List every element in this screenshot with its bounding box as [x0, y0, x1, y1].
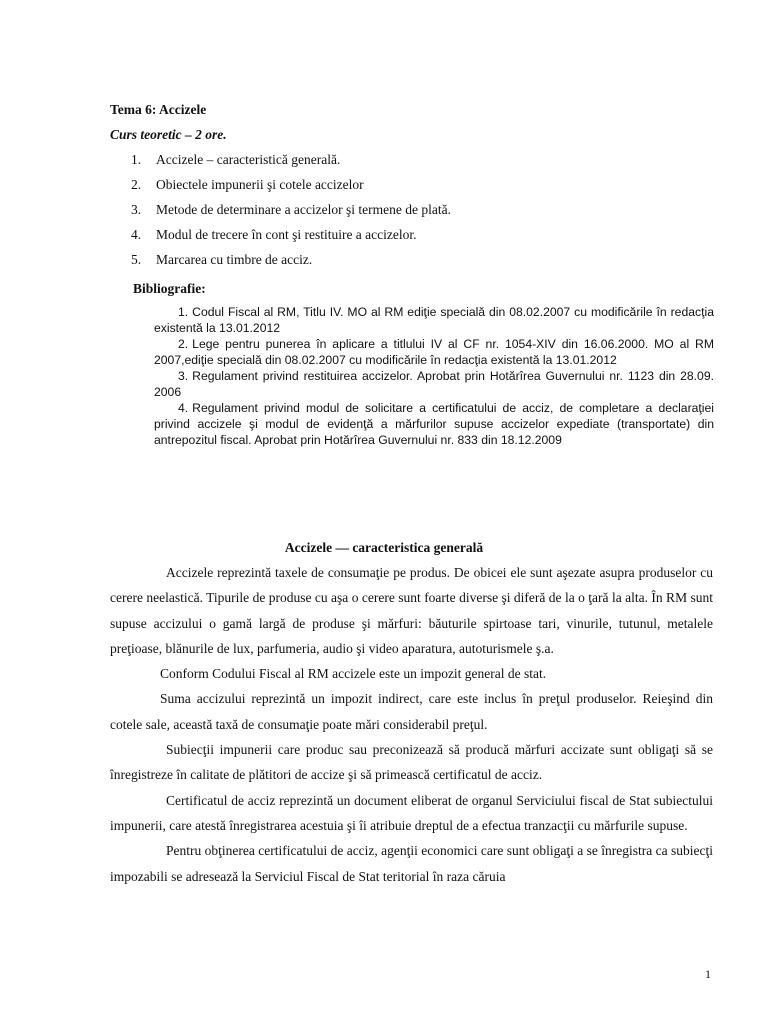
- document-title: Tema 6: Accizele: [110, 102, 207, 117]
- paragraph: Accizele reprezintă taxele de consumaţie pe produs. De obicei ele sunt aşezate asupra produselor cu cerere neelastică. Tipurile de produse cu aşa o cerere sunt foarte diverse şi diferă de la o ţară la alta. În RM sunt supuse accizului o gamă largă de produse şi mărfuri: băuturile spirtoase tari, vinurile, tutunul, metalele preţioase, blănurile de lux, parfumeria, audio şi video aparatura, autoturismele ş.a.: [110, 565, 713, 656]
- bibliography-item: 4. Regulament privind modul de solicitare a certificatului de acciz, de completare a declaraţiei privind accizele şi modul de evidenţă a mărfurilor supuse accizelor expediate (transportate) din antrepozitul fiscal. Aprobat prin Hotărîrea Guvernului nr. 833 din 18.12.2009: [154, 401, 714, 447]
- list-item: 3. Metode de determinare a accizelor şi termene de plată.: [131, 202, 451, 217]
- section-title: Accizele — caracteristica generală: [284, 540, 484, 555]
- paragraph: Certificatul de acciz reprezintă un document eliberat de organul Serviciului fiscal de Stat subiectului impunerii, care atestă înregistrarea acestuia şi îi atribuie dreptul de a efectua tranzacţii cu mărfurile supuse.: [110, 792, 713, 833]
- bibliography-item: 3. Regulament privind restituirea accizelor. Aprobat prin Hotărîrea Guvernului nr. 1123 din 28.09. 2006: [154, 369, 714, 399]
- paragraph: Subiecţii impunerii care produc sau preconizează să producă mărfuri accizate sunt obligaţi să se înregistreze în calitate de plătitori de accize şi să primească certificatul de acciz.: [110, 742, 713, 783]
- bibliography-item: 2. Lege pentru punerea în aplicare a titlului IV al CF nr. 1054-XIV din 16.06.2000. MO al RM 2007,ediţie specială din 08.02.2007 cu modificările în redacţia existentă la 13.01.2012: [154, 337, 714, 367]
- list-item: 5. Marcarea cu timbre de acciz.: [131, 252, 313, 267]
- section-body: [110, 560, 713, 889]
- paragraph: Suma accizului reprezintă un impozit indirect, care este inclus în preţul produselor. Reieşind din cotele sale, această taxă de consumaţie poate mări considerabil preţul.: [110, 691, 713, 732]
- bibliography-item: 1. Codul Fiscal al RM, Titlu IV. MO al RM ediţie specială din 08.02.2007 cu modificările în redacţia existentă la 13.01.2012: [154, 305, 714, 335]
- list-item: 1. Accizele – caracteristică generală.: [131, 152, 341, 167]
- page-number: 1: [705, 967, 711, 981]
- list-item: 2. Obiectele impunerii şi cotele accizelor: [131, 177, 364, 192]
- bibliography-list: [154, 304, 714, 448]
- list-item: 4. Modul de trecere în cont şi restituire a accizelor.: [131, 227, 417, 242]
- bibliography-heading: Bibliografie:: [133, 281, 206, 296]
- course-subtitle: Curs teoretic – 2 ore.: [110, 127, 227, 142]
- topic-list: [131, 151, 451, 276]
- paragraph: Pentru obţinerea certificatului de acciz, agenţii economici care sunt obligaţi a se înregistra ca subiecţi impozabili se adresează la Serviciul Fiscal de Stat teritorial în raza căruia: [110, 843, 713, 884]
- paragraph: Conform Codului Fiscal al RM accizele este un impozit general de stat.: [160, 666, 547, 682]
